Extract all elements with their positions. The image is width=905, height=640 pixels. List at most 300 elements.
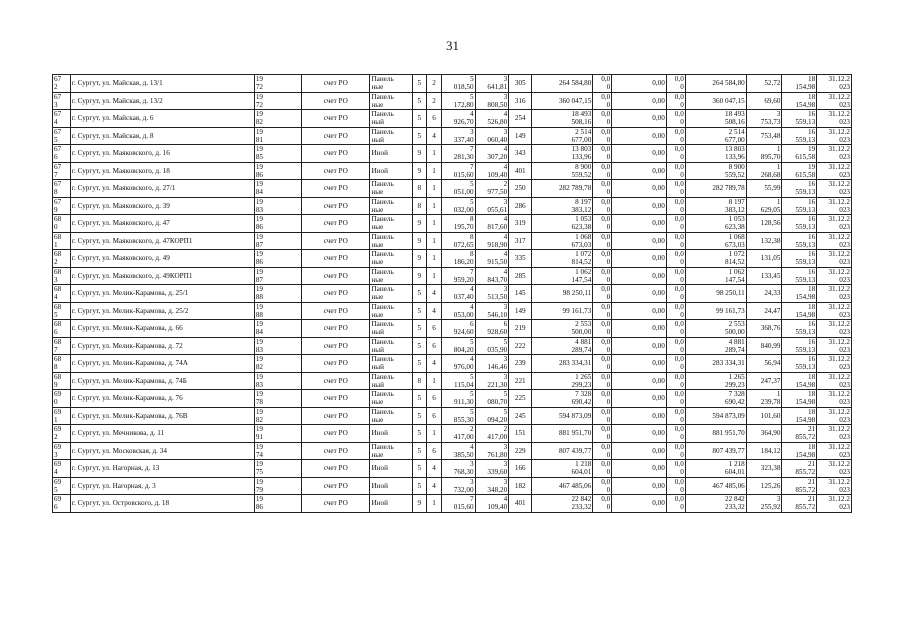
table-row [53, 407, 852, 425]
cell-residents: 149 [509, 127, 532, 145]
cell-cost-per-sqm: 55,99 [746, 180, 782, 198]
table-row [53, 285, 852, 303]
cell-account-type: счет РО [302, 442, 370, 460]
cell-wall-material: Панель ные [370, 267, 412, 285]
cell-repair-cost: 98 250,11 [532, 285, 593, 303]
cell-living-area: 5 094,20 [475, 407, 509, 425]
cell-cost-col-2: 0,00 [612, 320, 667, 338]
cell-total-cost: 881 951,70 [685, 425, 746, 443]
cell-total-cost: 8 900 559,52 [685, 162, 746, 180]
table-row [53, 197, 852, 215]
cell-cost-col-2: 0,00 [612, 180, 667, 198]
cell-cost-col-3: 0,0 0 [666, 267, 685, 285]
cell-row-number: 68 8 [53, 355, 71, 373]
cell-deadline: 31.12.2 023 [817, 442, 852, 460]
cell-max-cost: 16 559,13 [782, 267, 817, 285]
cell-wall-material: Панель ный [370, 110, 412, 128]
cell-cost-col-2: 0,00 [612, 232, 667, 250]
cell-living-area: 4 526,80 [475, 110, 509, 128]
cell-cost-col-3: 0,0 0 [666, 320, 685, 338]
cell-floors: 5 [412, 110, 427, 128]
cell-floors: 5 [412, 75, 427, 93]
cell-repair-cost: 2 514 677,00 [532, 127, 593, 145]
cell-residents: 166 [509, 460, 532, 478]
cell-total-area: 5 911,30 [441, 390, 475, 408]
cell-account-type: счет РО [302, 425, 370, 443]
cell-account-type: счет РО [302, 495, 370, 513]
cell-account-type: счет РО [302, 92, 370, 110]
cell-cost-col-1: 0,0 0 [593, 320, 612, 338]
cell-wall-material: Панель ный [370, 355, 412, 373]
cell-cost-col-1: 0,0 0 [593, 425, 612, 443]
cell-cost-col-3: 0,0 0 [666, 127, 685, 145]
cell-row-number: 67 3 [53, 92, 71, 110]
cell-cost-per-sqm: 131,05 [746, 250, 782, 268]
cell-total-cost: 594 873,09 [685, 407, 746, 425]
cell-floors: 5 [412, 425, 427, 443]
cell-cost-col-1: 0,0 0 [593, 127, 612, 145]
table-row [53, 477, 852, 495]
cell-cost-col-2: 0,00 [612, 302, 667, 320]
cell-residents: 222 [509, 337, 532, 355]
cell-living-area: 3 060,40 [475, 127, 509, 145]
cell-cost-col-2: 0,00 [612, 162, 667, 180]
cell-cost-col-2: 0,00 [612, 390, 667, 408]
cell-total-area: 7 015,60 [441, 495, 475, 513]
cell-total-area: 3 732,00 [441, 477, 475, 495]
cell-total-area: 5 804,20 [441, 337, 475, 355]
cell-floors: 5 [412, 355, 427, 373]
cell-wall-material: Панель ный [370, 320, 412, 338]
cell-residents: 401 [509, 495, 532, 513]
cell-build-year: 19 86 [254, 250, 301, 268]
cell-build-year: 19 87 [254, 267, 301, 285]
cell-address: г. Сургут, ул. Маяковского, д. 16 [70, 145, 254, 163]
cell-cost-col-3: 0,0 0 [666, 337, 685, 355]
cell-address: г. Сургут, ул. Маяковского, д. 27/1 [70, 180, 254, 198]
cell-cost-per-sqm: 3 753,73 [746, 110, 782, 128]
table-row [53, 215, 852, 233]
cell-floors: 5 [412, 460, 427, 478]
cell-build-year: 19 83 [254, 337, 301, 355]
cell-repair-cost: 7 328 690,42 [532, 390, 593, 408]
cell-cost-col-1: 0,0 0 [593, 355, 612, 373]
cell-max-cost: 19 615,58 [782, 162, 817, 180]
cell-deadline: 31.12.2 023 [817, 407, 852, 425]
cell-account-type: счет РО [302, 180, 370, 198]
cell-total-area: 8 186,20 [441, 250, 475, 268]
cell-deadline: 31.12.2 023 [817, 390, 852, 408]
cell-living-area: 3 761,80 [475, 442, 509, 460]
cell-cost-col-3: 0,0 0 [666, 180, 685, 198]
cell-row-number: 67 6 [53, 145, 71, 163]
table-row [53, 110, 852, 128]
cell-wall-material: Панель ные [370, 285, 412, 303]
cell-account-type: счет РО [302, 197, 370, 215]
cell-max-cost: 16 559,13 [782, 320, 817, 338]
cell-total-cost: 1 265 299,23 [685, 372, 746, 390]
cell-living-area: 4 307,20 [475, 145, 509, 163]
cell-cost-col-1: 0,0 0 [593, 460, 612, 478]
cell-address: г. Сургут, ул. Московская, д. 34 [70, 442, 254, 460]
cell-entrances: 1 [427, 372, 442, 390]
cell-total-area: 7 015,60 [441, 162, 475, 180]
cell-wall-material: Панель ные [370, 232, 412, 250]
cell-total-cost: 1 062 147,54 [685, 267, 746, 285]
cell-account-type: счет РО [302, 460, 370, 478]
cell-total-cost: 2 514 677,00 [685, 127, 746, 145]
cell-total-area: 8 195,70 [441, 215, 475, 233]
cell-entrances: 6 [427, 320, 442, 338]
cell-build-year: 19 74 [254, 442, 301, 460]
cell-entrances: 1 [427, 232, 442, 250]
cell-deadline: 31.12.2 023 [817, 180, 852, 198]
cell-row-number: 67 4 [53, 110, 71, 128]
table-row [53, 460, 852, 478]
cell-cost-per-sqm: 1 629,05 [746, 197, 782, 215]
cell-cost-col-2: 0,00 [612, 372, 667, 390]
cell-wall-material: Панель ные [370, 302, 412, 320]
cell-address: г. Сургут, ул. Маяковского, д. 49КОРП1 [70, 267, 254, 285]
cell-build-year: 19 87 [254, 232, 301, 250]
cell-account-type: счет РО [302, 145, 370, 163]
cell-row-number: 68 6 [53, 320, 71, 338]
cell-total-area: 5 172,80 [441, 92, 475, 110]
cell-cost-col-3: 0,0 0 [666, 477, 685, 495]
cell-build-year: 19 88 [254, 285, 301, 303]
cell-account-type: счет РО [302, 302, 370, 320]
cell-cost-col-1: 0,0 0 [593, 180, 612, 198]
cell-floors: 9 [412, 267, 427, 285]
cell-floors: 5 [412, 337, 427, 355]
cell-row-number: 69 0 [53, 390, 71, 408]
cell-deadline: 31.12.2 023 [817, 337, 852, 355]
cell-account-type: счет РО [302, 162, 370, 180]
cell-entrances: 6 [427, 442, 442, 460]
cell-cost-col-2: 0,00 [612, 267, 667, 285]
table-row [53, 495, 852, 513]
table-row [53, 320, 852, 338]
cell-repair-cost: 283 334,31 [532, 355, 593, 373]
cell-deadline: 31.12.2 023 [817, 495, 852, 513]
cell-cost-col-3: 0,0 0 [666, 285, 685, 303]
cell-account-type: счет РО [302, 337, 370, 355]
cell-row-number: 68 5 [53, 302, 71, 320]
cell-total-cost: 283 334,31 [685, 355, 746, 373]
cell-residents: 250 [509, 180, 532, 198]
cell-wall-material: Иной [370, 495, 412, 513]
cell-row-number: 69 4 [53, 460, 71, 478]
cell-account-type: счет РО [302, 285, 370, 303]
cell-residents: 317 [509, 232, 532, 250]
cell-cost-per-sqm: 24,47 [746, 302, 782, 320]
cell-build-year: 19 86 [254, 162, 301, 180]
cell-repair-cost: 8 900 559,52 [532, 162, 593, 180]
cell-total-cost: 98 250,11 [685, 285, 746, 303]
table-row [53, 372, 852, 390]
cell-repair-cost: 282 789,78 [532, 180, 593, 198]
cell-wall-material: Панель ные [370, 75, 412, 93]
cell-total-area: 7 281,30 [441, 145, 475, 163]
cell-living-area: 6 928,60 [475, 320, 509, 338]
cell-account-type: счет РО [302, 110, 370, 128]
cell-floors: 5 [412, 127, 427, 145]
cell-row-number: 68 1 [53, 232, 71, 250]
cell-cost-per-sqm: 184,12 [746, 442, 782, 460]
cell-max-cost: 18 154,98 [782, 442, 817, 460]
cell-cost-col-3: 0,0 0 [666, 250, 685, 268]
cell-cost-col-1: 0,0 0 [593, 267, 612, 285]
cell-max-cost: 18 154,98 [782, 372, 817, 390]
cell-floors: 5 [412, 302, 427, 320]
cell-entrances: 1 [427, 425, 442, 443]
cell-residents: 149 [509, 302, 532, 320]
cell-cost-col-1: 0,0 0 [593, 302, 612, 320]
cell-account-type: счет РО [302, 407, 370, 425]
cell-deadline: 31.12.2 023 [817, 145, 852, 163]
cell-build-year: 19 85 [254, 145, 301, 163]
table-row [53, 355, 852, 373]
cell-row-number: 68 2 [53, 250, 71, 268]
cell-repair-cost: 594 873,09 [532, 407, 593, 425]
cell-max-cost: 18 154,98 [782, 302, 817, 320]
cell-cost-col-3: 0,0 0 [666, 425, 685, 443]
cell-cost-col-1: 0,0 0 [593, 477, 612, 495]
cell-repair-cost: 807 439,77 [532, 442, 593, 460]
cell-total-cost: 282 789,78 [685, 180, 746, 198]
cell-repair-cost: 1 062 147,54 [532, 267, 593, 285]
cell-living-area: 4 915,50 [475, 250, 509, 268]
cell-cost-col-1: 0,0 0 [593, 250, 612, 268]
cell-total-cost: 99 161,73 [685, 302, 746, 320]
cell-total-cost: 1 218 604,01 [685, 460, 746, 478]
cell-deadline: 31.12.2 023 [817, 355, 852, 373]
cell-total-cost: 22 842 233,32 [685, 495, 746, 513]
cell-wall-material: Панель ный [370, 372, 412, 390]
cell-cost-col-1: 0,0 0 [593, 75, 612, 93]
cell-address: г. Сургут, ул. Мечникова, д. 11 [70, 425, 254, 443]
cell-floors: 5 [412, 477, 427, 495]
cell-cost-per-sqm: 1 895,70 [746, 145, 782, 163]
cell-address: г. Сургут, ул. Майская, д. 6 [70, 110, 254, 128]
cell-entrances: 1 [427, 215, 442, 233]
cell-max-cost: 16 559,13 [782, 197, 817, 215]
cell-cost-per-sqm: 1 239,78 [746, 390, 782, 408]
cell-total-cost: 1 072 814,52 [685, 250, 746, 268]
cell-cost-col-2: 0,00 [612, 477, 667, 495]
cell-cost-col-2: 0,00 [612, 75, 667, 93]
cell-deadline: 31.12.2 023 [817, 460, 852, 478]
cell-row-number: 68 4 [53, 285, 71, 303]
cell-address: г. Сургут, ул. Нагорная, д. 13 [70, 460, 254, 478]
cell-repair-cost: 467 485,06 [532, 477, 593, 495]
cell-cost-per-sqm: 133,45 [746, 267, 782, 285]
cell-account-type: счет РО [302, 267, 370, 285]
cell-cost-per-sqm: 101,60 [746, 407, 782, 425]
cell-wall-material: Панель ные [370, 250, 412, 268]
cell-cost-per-sqm: 753,48 [746, 127, 782, 145]
cell-total-area: 4 053,00 [441, 302, 475, 320]
cell-build-year: 19 84 [254, 180, 301, 198]
cell-deadline: 31.12.2 023 [817, 250, 852, 268]
cell-row-number: 69 3 [53, 442, 71, 460]
cell-deadline: 31.12.2 023 [817, 110, 852, 128]
cell-cost-col-1: 0,0 0 [593, 92, 612, 110]
cell-address: г. Сургут, ул. Майская, д. 13/1 [70, 75, 254, 93]
table-body [53, 75, 852, 513]
cell-floors: 8 [412, 372, 427, 390]
cell-total-area: 2 417,00 [441, 425, 475, 443]
cell-cost-col-3: 0,0 0 [666, 390, 685, 408]
cell-residents: 254 [509, 110, 532, 128]
cell-row-number: 68 9 [53, 372, 71, 390]
cell-cost-per-sqm: 1 268,68 [746, 162, 782, 180]
cell-residents: 245 [509, 407, 532, 425]
cell-total-area: 7 959,20 [441, 267, 475, 285]
cell-total-cost: 467 485,06 [685, 477, 746, 495]
cell-entrances: 4 [427, 355, 442, 373]
cell-max-cost: 21 855,72 [782, 460, 817, 478]
cell-residents: 225 [509, 390, 532, 408]
cell-max-cost: 16 559,13 [782, 232, 817, 250]
cell-total-area: 4 976,00 [441, 355, 475, 373]
cell-repair-cost: 1 053 623,38 [532, 215, 593, 233]
cell-cost-col-2: 0,00 [612, 407, 667, 425]
table-row [53, 425, 852, 443]
cell-cost-col-3: 0,0 0 [666, 407, 685, 425]
table-row [53, 442, 852, 460]
cell-max-cost: 18 154,98 [782, 75, 817, 93]
cell-residents: 343 [509, 145, 532, 163]
table-row [53, 92, 852, 110]
table-row [53, 180, 852, 198]
cell-entrances: 1 [427, 162, 442, 180]
cell-max-cost: 16 559,13 [782, 110, 817, 128]
cell-build-year: 19 81 [254, 127, 301, 145]
cell-residents: 219 [509, 320, 532, 338]
cell-row-number: 67 9 [53, 197, 71, 215]
cell-entrances: 6 [427, 337, 442, 355]
cell-residents: 151 [509, 425, 532, 443]
cell-living-area: 4 109,40 [475, 495, 509, 513]
cell-cost-col-1: 0,0 0 [593, 110, 612, 128]
cell-entrances: 6 [427, 390, 442, 408]
cell-cost-col-3: 0,0 0 [666, 442, 685, 460]
cell-address: г. Сургут, ул. Мелик-Карамова, д. 76В [70, 407, 254, 425]
cell-cost-col-2: 0,00 [612, 460, 667, 478]
cell-residents: 229 [509, 442, 532, 460]
cell-cost-col-2: 0,00 [612, 425, 667, 443]
cell-entrances: 1 [427, 180, 442, 198]
cell-account-type: счет РО [302, 232, 370, 250]
cell-wall-material: Иной [370, 477, 412, 495]
cell-address: г. Сургут, ул. Маяковского, д. 47 [70, 215, 254, 233]
cell-residents: 335 [509, 250, 532, 268]
cell-repair-cost: 360 047,15 [532, 92, 593, 110]
table-row [53, 267, 852, 285]
table-row [53, 162, 852, 180]
cell-max-cost: 16 559,13 [782, 250, 817, 268]
cell-cost-col-3: 0,0 0 [666, 215, 685, 233]
cell-living-area: 3 221,30 [475, 372, 509, 390]
cell-cost-per-sqm: 840,99 [746, 337, 782, 355]
cell-cost-col-2: 0,00 [612, 250, 667, 268]
cell-living-area: 3 339,60 [475, 460, 509, 478]
cell-max-cost: 18 154,98 [782, 407, 817, 425]
cell-max-cost: 16 559,13 [782, 127, 817, 145]
cell-max-cost: 16 559,13 [782, 180, 817, 198]
cell-total-cost: 1 053 623,38 [685, 215, 746, 233]
cell-living-area: 3 055,61 [475, 197, 509, 215]
cell-total-area: 8 072,65 [441, 232, 475, 250]
cell-cost-col-1: 0,0 0 [593, 495, 612, 513]
table-row [53, 145, 852, 163]
cell-living-area: 3 348,20 [475, 477, 509, 495]
cell-total-area: 3 768,30 [441, 460, 475, 478]
cell-cost-col-2: 0,00 [612, 145, 667, 163]
table-row [53, 127, 852, 145]
cell-deadline: 31.12.2 023 [817, 127, 852, 145]
cell-max-cost: 16 559,13 [782, 337, 817, 355]
cell-repair-cost: 264 584,80 [532, 75, 593, 93]
cell-living-area: 3 513,50 [475, 285, 509, 303]
cell-residents: 239 [509, 355, 532, 373]
cell-account-type: счет РО [302, 215, 370, 233]
cell-cost-col-3: 0,0 0 [666, 110, 685, 128]
cell-total-cost: 264 584,80 [685, 75, 746, 93]
cell-max-cost: 16 559,13 [782, 215, 817, 233]
cell-deadline: 31.12.2 023 [817, 215, 852, 233]
cell-living-area: 3 641,81 [475, 75, 509, 93]
cell-residents: 221 [509, 372, 532, 390]
table-row [53, 337, 852, 355]
cell-living-area: 4 843,70 [475, 267, 509, 285]
cell-build-year: 19 82 [254, 110, 301, 128]
cell-max-cost: 18 154,98 [782, 390, 817, 408]
cell-cost-col-3: 0,0 0 [666, 302, 685, 320]
cell-repair-cost: 1 218 604,01 [532, 460, 593, 478]
cell-total-cost: 7 328 690,42 [685, 390, 746, 408]
cell-cost-col-2: 0,00 [612, 110, 667, 128]
cell-max-cost: 21 855,72 [782, 425, 817, 443]
cell-cost-col-1: 0,0 0 [593, 145, 612, 163]
cell-cost-col-2: 0,00 [612, 337, 667, 355]
cell-wall-material: Панель ный [370, 337, 412, 355]
cell-account-type: счет РО [302, 320, 370, 338]
cell-address: г. Сургут, ул. Майская, д. 13/2 [70, 92, 254, 110]
cell-deadline: 31.12.2 023 [817, 425, 852, 443]
table-row [53, 250, 852, 268]
cell-residents: 286 [509, 197, 532, 215]
table-row [53, 232, 852, 250]
cell-address: г. Сургут, ул. Маяковского, д. 39 [70, 197, 254, 215]
cell-build-year: 19 88 [254, 302, 301, 320]
cell-living-area: 3 808,50 [475, 92, 509, 110]
cell-deadline: 31.12.2 023 [817, 75, 852, 93]
cell-repair-cost: 22 842 233,32 [532, 495, 593, 513]
cell-residents: 305 [509, 75, 532, 93]
table-row [53, 75, 852, 93]
cell-cost-col-2: 0,00 [612, 127, 667, 145]
cell-cost-col-1: 0,0 0 [593, 407, 612, 425]
cell-living-area: 4 109,40 [475, 162, 509, 180]
cell-cost-per-sqm: 52,72 [746, 75, 782, 93]
cell-address: г. Сургут, ул. Маяковского, д. 47КОРП1 [70, 232, 254, 250]
cell-repair-cost: 1 068 673,03 [532, 232, 593, 250]
cell-cost-per-sqm: 364,90 [746, 425, 782, 443]
cell-account-type: счет РО [302, 250, 370, 268]
cell-repair-cost: 2 553 500,00 [532, 320, 593, 338]
